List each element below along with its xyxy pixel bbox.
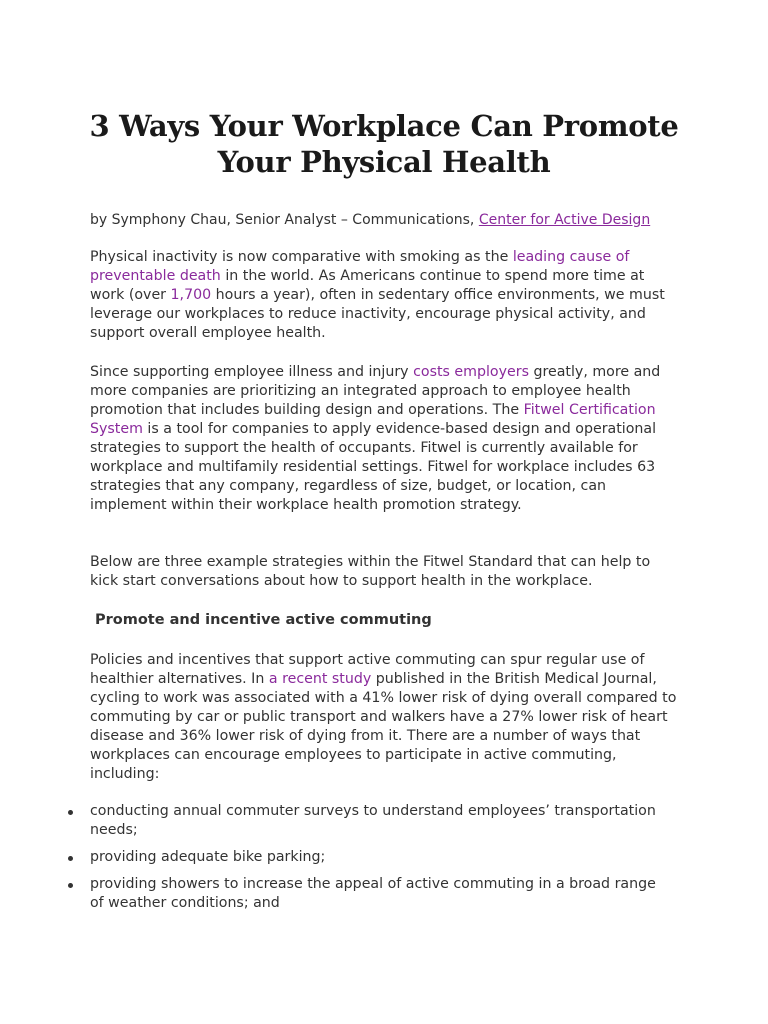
bullet-icon [68,883,73,888]
list-item-text: conducting annual commuter surveys to understand employees’ transportation needs; [90,803,656,838]
costs-employers-link[interactable]: costs employers [413,364,529,380]
bullet-icon [68,810,73,815]
list-item-text: providing showers to increase the appeal of active commuting in a broad range of weather conditions; and [90,876,656,911]
paragraph-text: hours a year), often in sedentary office environments, we must leverage our workplaces to reduce inactivity, encourage physical activity, and support overall employee health. [90,287,665,341]
paragraph-commuting [90,651,682,784]
paragraph-costs [90,363,682,515]
paragraph-intro [90,248,682,343]
paragraph-strategies: Below are three example strategies within the Fitwel Standard that can help to kick start conversations about how to support health in the workplace. [90,554,651,589]
byline [90,210,690,230]
paragraph-text: is a tool for companies to apply evidence-based design and operational strategies to support the health of occupants. Fitwel is currently available for workplace and multifamily residential settings. Fitwel for workplace includes 63 strategies that any company, regardless of size, budget, or location, can implement within their workplace health promotion strategy. [90,421,657,513]
list-item [90,875,660,913]
section-heading: Promote and incentive active commuting [95,612,432,628]
byline-author: by Symphony Chau, Senior Analyst – Communications, [90,212,479,228]
list-item [90,802,660,840]
paragraph-text: Physical inactivity is now comparative with smoking as the [90,249,513,265]
commuting-list [90,802,660,921]
paragraph-text: Policies and incentives that support active commuting can spur regular use of healthier alternatives. In [90,652,645,687]
leading-cause-link[interactable]: leading cause of preventable death [90,249,630,284]
paragraph-text: published in the British Medical Journal, cycling to work was associated with a 41% lower risk of dying overall compared to commuting by car or public transport and walkers have a 27% lower risk of heart disease and 36% lower risk of dying from it. There are a number of ways that workplaces can encourage employees to participate in active commuting, including: [90,671,677,782]
bullet-icon [68,856,73,861]
list-item [90,848,660,867]
paragraph-text: Since supporting employee illness and injury [90,364,414,380]
list-item-text: providing adequate bike parking; [90,849,326,865]
recent-study-link[interactable]: a recent study [268,671,372,687]
fitwel-link[interactable]: Fitwel Certification System [90,402,656,437]
paragraph-text: in the world. As Americans continue to spend more time at work (over [90,268,645,303]
byline-organization-link[interactable]: Center for Active Design [478,212,651,228]
article-title: 3 Ways Your Workplace Can Promote Your Physical Health [89,109,679,179]
hours-link[interactable]: 1,700 [170,287,212,303]
paragraph-text: greatly, more and more companies are prioritizing an integrated approach to employee health promotion that includes building design and operations. The [90,364,661,418]
